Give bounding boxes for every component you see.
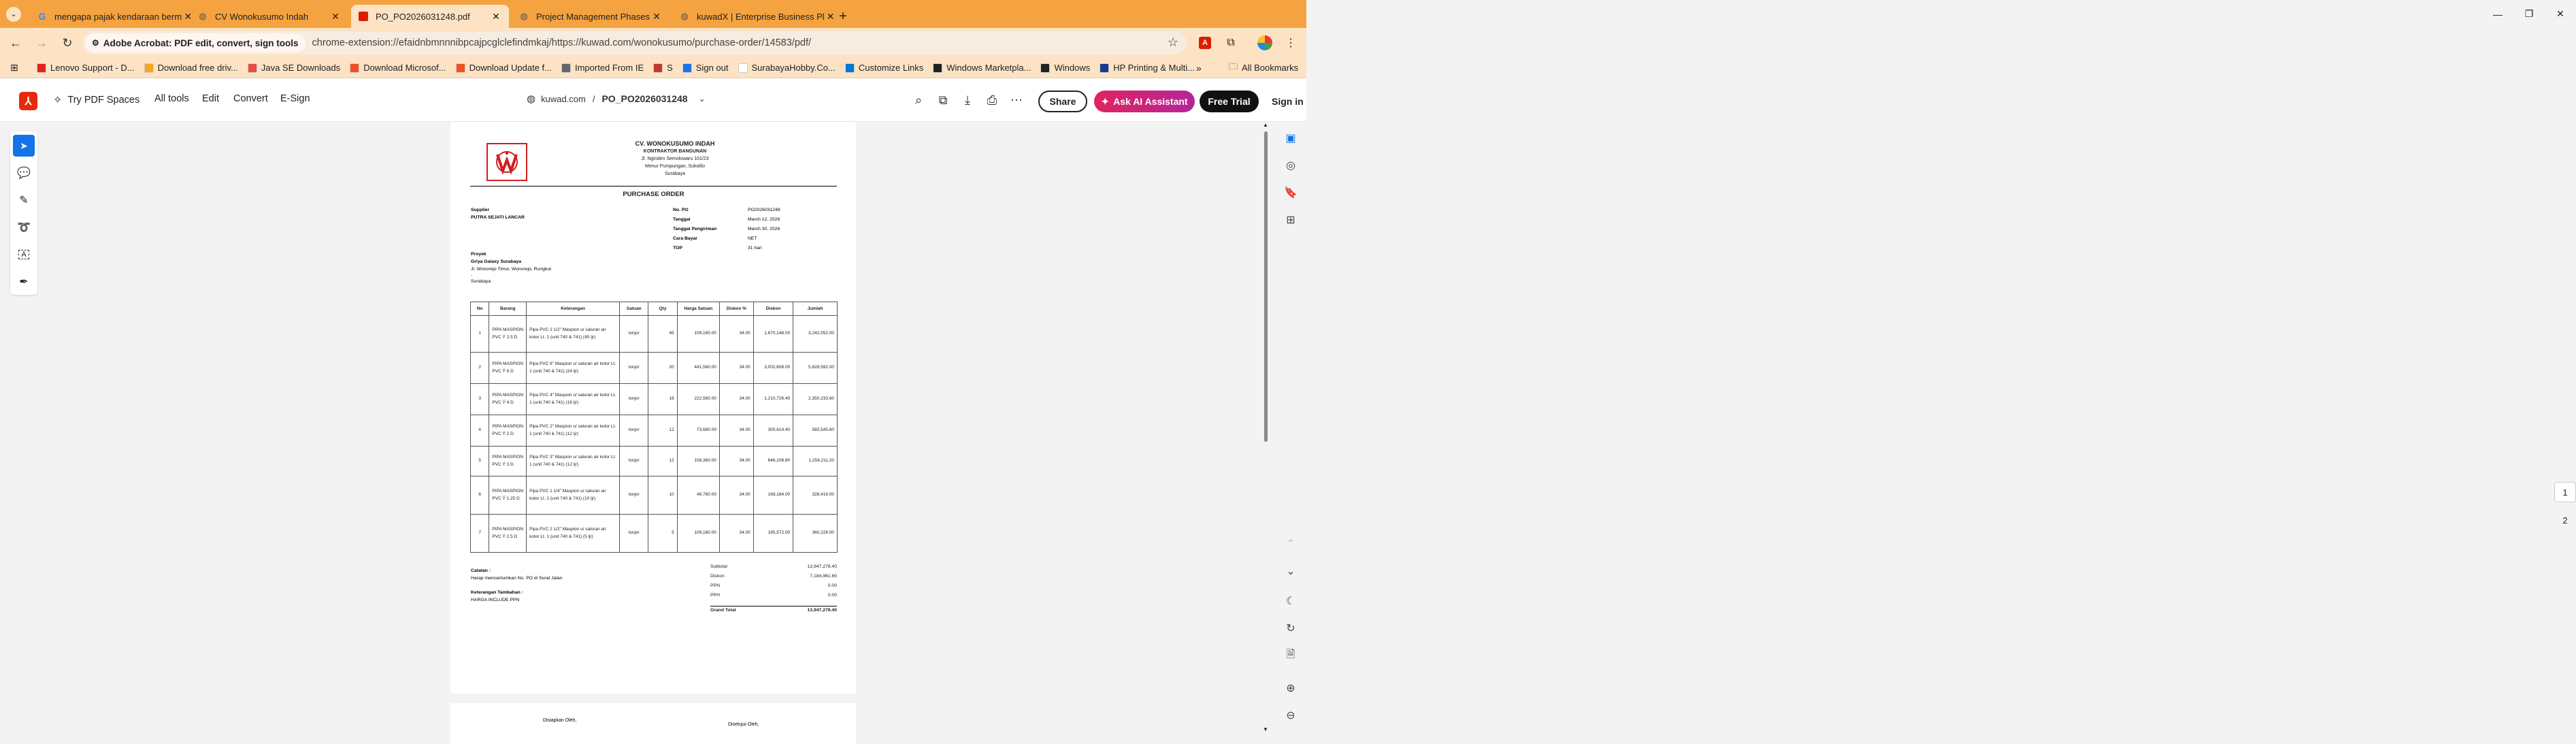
table-cell: 34.00 <box>719 476 753 515</box>
notes-label: Catatan : <box>471 568 491 573</box>
table-cell: 34.00 <box>719 415 753 447</box>
project-block <box>471 250 551 285</box>
table-cell: 222,560.00 <box>677 384 719 415</box>
table-cell: PIPA MASPION PVC Ÿ 2.5 D <box>489 316 527 353</box>
table-cell: 4 <box>471 415 489 447</box>
table-cell: 34.00 <box>719 384 753 415</box>
comments-panel-icon[interactable]: ◎ <box>1286 160 1295 172</box>
table-cell: lonjor <box>620 515 648 553</box>
table-cell: 1 <box>471 316 489 353</box>
bookmark-item[interactable]: Customize Links <box>845 63 923 73</box>
tab-title: Project Management Phases <box>536 11 650 22</box>
table-cell: PIPA MASPION PVC Ÿ 2.5 D <box>489 515 527 553</box>
right-rail <box>1275 122 2568 735</box>
cursor-icon: ➤ <box>20 140 28 151</box>
table-cell: 5,828,592.00 <box>793 353 838 384</box>
lasso-icon: ➰ <box>17 222 31 233</box>
total-label: PPN <box>710 583 720 588</box>
project-label: Proyek <box>471 252 486 257</box>
tab-2[interactable] <box>191 5 348 28</box>
close-tab-icon[interactable]: ✕ <box>826 10 835 22</box>
tab-title: mengapa pajak kendaraan berm <box>54 11 182 22</box>
table-cell: PIPA MASPION PVC Ÿ 6 D <box>489 353 527 384</box>
supplier-block <box>471 206 525 221</box>
breadcrumb-separator: / <box>592 93 595 104</box>
all-bookmarks[interactable]: 🗀 All Bookmarks <box>1229 61 1298 76</box>
url-text[interactable]: chrome-extension://efaidnbmnnnibpcajpcglclefindmkaj/https://kuwad.com/wonokusumo/purchase-order/14583/pdf/ <box>312 37 812 48</box>
table-cell: 328,416.00 <box>793 476 838 515</box>
table-cell: 16 <box>648 384 677 415</box>
table-cell: 109,160.00 <box>677 316 719 353</box>
table-cell: 2,350,233.60 <box>793 384 838 415</box>
table-cell: Pipa PVC 1 1/4" Maspion u/ saluran air kotor Lt. 1 (unit 740 & 741) (10 ljr) <box>527 476 620 515</box>
project-dash: - <box>471 273 473 278</box>
spaces-icon: ✧ <box>53 95 63 106</box>
total-value: 13,947,278.40 <box>807 564 837 569</box>
close-tab-icon[interactable]: ✕ <box>331 10 340 22</box>
bookmark-item[interactable]: Sign out <box>682 63 729 73</box>
folder-icon: 🗀 <box>1229 61 1238 71</box>
total-value: 0.00 <box>827 583 837 588</box>
convert-menu[interactable]: Convert <box>233 93 268 104</box>
bookmarks-bar <box>0 58 1306 78</box>
table-cell: lonjor <box>620 447 648 476</box>
dark-mode-icon[interactable]: ☾ <box>1285 596 1296 607</box>
bookmark-favicon-icon <box>248 63 257 73</box>
grand-total-row <box>710 606 837 613</box>
document-breadcrumb <box>527 93 706 105</box>
po-date-label: Tanggal <box>673 217 691 222</box>
acrobat-icon <box>358 11 369 22</box>
company-address-1: Jl. Nginden Semolowaru 101/23 <box>641 157 709 161</box>
bookmark-favicon-icon <box>653 63 663 73</box>
table-cell: 1,210,726.40 <box>753 384 793 415</box>
po-info-block <box>673 206 795 254</box>
total-row <box>710 564 837 569</box>
company-city: Surabaya <box>665 172 685 176</box>
scroll-down-icon[interactable]: ▼ <box>1263 726 1268 732</box>
po-no-value: PO2026031248 <box>748 208 780 212</box>
restore-button[interactable]: ❐ <box>2524 8 2534 19</box>
table-cell: 1,254,211.20 <box>793 447 838 476</box>
table-cell: 49,760.00 <box>677 476 719 515</box>
share-button[interactable]: Share <box>1038 91 1087 112</box>
table-row <box>471 515 838 553</box>
tab-4[interactable] <box>512 5 670 28</box>
edit-menu[interactable]: Edit <box>202 93 219 104</box>
ask-ai-assistant-button[interactable]: ✦ Ask AI Assistant <box>1094 91 1195 112</box>
tab-title: CV Wonokusumo Indah <box>215 11 309 22</box>
column-header: Diskon <box>753 302 793 316</box>
bookmark-item[interactable]: Imported From IE <box>561 63 644 73</box>
google-icon: G <box>38 11 46 22</box>
bookmark-item[interactable]: SurabayaHobby.Co... <box>738 63 836 73</box>
more-bookmarks-icon[interactable]: » <box>1196 62 1202 74</box>
table-cell: 169,184.00 <box>753 476 793 515</box>
bookmark-favicon-icon <box>561 63 571 73</box>
page-2-indicator[interactable]: 2 <box>2562 515 2568 525</box>
tab-strip <box>0 0 1306 28</box>
table-cell: 360,228.00 <box>793 515 838 553</box>
table-cell: 12 <box>648 415 677 447</box>
table-cell: 12 <box>648 447 677 476</box>
table-cell: 6 <box>471 476 489 515</box>
table-cell: lonjor <box>620 316 648 353</box>
bookmark-favicon-icon <box>144 63 154 73</box>
grand-total-label: Grand Total <box>710 608 736 613</box>
table-cell: 3 <box>471 384 489 415</box>
ai-assistant-icon: ✦ <box>1101 95 1110 107</box>
table-cell: PIPA MASPION PVC Ÿ 3 D <box>489 447 527 476</box>
table-cell: 5 <box>648 515 677 553</box>
bookmark-favicon-icon <box>933 63 942 73</box>
domain-label: kuwad.com <box>541 93 586 104</box>
comment-icon: 💬 <box>17 167 31 179</box>
reload-button[interactable] <box>56 31 79 54</box>
notes-text: Harap mencantumkan No. PO di Surat Jalan <box>471 576 563 581</box>
forward-button[interactable] <box>30 31 53 54</box>
approved-by-label: Disetujui Oleh, <box>728 722 759 727</box>
bookmark-favicon-icon <box>350 63 359 73</box>
table-cell: 3,242,052.00 <box>793 316 838 353</box>
ai-panel-icon[interactable]: ▣ <box>1285 133 1296 144</box>
chevron-down-icon[interactable]: ⌄ <box>1286 566 1295 577</box>
window-controls <box>2482 0 2576 28</box>
total-value: 7,184,961.60 <box>810 574 837 579</box>
table-cell: 158,360.00 <box>677 447 719 476</box>
tab-3[interactable] <box>351 5 509 28</box>
notes-block <box>471 567 563 604</box>
table-cell: 646,108.80 <box>753 447 793 476</box>
table-cell: 34.00 <box>719 515 753 553</box>
bookmark-favicon-icon <box>456 63 465 73</box>
pdf-page-2 <box>450 703 856 744</box>
additional-notes-text: HARGA INCLUDE PPN <box>471 598 520 602</box>
table-cell: Pipa PVC 6" Maspion u/ saluran air kotor Lt. 1 (unit 740 & 741) (24 ljr) <box>527 353 620 384</box>
prepared-by-label: Disiapkan Oleh, <box>543 718 577 723</box>
esign-menu[interactable]: E-Sign <box>280 93 310 104</box>
total-label: PPH <box>710 593 720 598</box>
table-row <box>471 415 838 447</box>
tab-title: kuwadX | Enterprise Business Pl <box>697 11 825 22</box>
table-cell: PIPA MASPION PVC Ÿ 2 D <box>489 415 527 447</box>
po-title: PURCHASE ORDER <box>623 191 684 198</box>
omnibox[interactable] <box>83 31 1187 54</box>
column-header: Barang <box>489 302 527 316</box>
acrobat-extension-icon[interactable]: A <box>1193 28 1217 58</box>
acrobat-logo-icon[interactable]: ⅄ <box>19 92 37 110</box>
free-trial-button[interactable]: Free Trial <box>1200 91 1259 112</box>
table-cell: lonjor <box>620 384 648 415</box>
total-label: Diskon <box>710 574 725 579</box>
pdf-viewer <box>0 122 2568 735</box>
document-info-icon[interactable]: 🗎 <box>1286 648 1295 660</box>
table-cell: 73,680.00 <box>677 415 719 447</box>
column-header: Keterangan <box>527 302 620 316</box>
table-cell: 109,160.00 <box>677 515 719 553</box>
company-address-2: Menur Pumpungan, Sukolilo <box>645 164 705 169</box>
column-header: Satuan <box>620 302 648 316</box>
company-header <box>573 140 777 178</box>
bookmark-item[interactable]: Windows <box>1040 63 1090 73</box>
column-header: Harga Satuan <box>677 302 719 316</box>
bookmark-item[interactable]: S <box>653 63 673 73</box>
minimize-button[interactable]: — <box>2493 8 2503 20</box>
table-cell: 20 <box>648 353 677 384</box>
page-1-indicator[interactable]: 1 <box>2554 482 2576 502</box>
globe-icon: ◍ <box>527 93 536 105</box>
arrow-right-icon: → <box>35 35 48 50</box>
grand-total-value: 13,947,278.40 <box>807 608 837 613</box>
top-value: 31 hari <box>748 246 762 250</box>
table-cell: lonjor <box>620 415 648 447</box>
profile-avatar[interactable] <box>1253 28 1276 58</box>
chevron-up-icon[interactable]: ⌃ <box>1286 538 1295 550</box>
address-bar-row <box>0 28 1306 58</box>
table-cell: Pipa PVC 3" Maspion u/ saluran air kotor Lt. 1 (unit 740 & 741) (12 ljr) <box>527 447 620 476</box>
table-cell: Pipa PVC 4" Maspion u/ saluran air kotor Lt. 1 (unit 740 & 741) (16 ljr) <box>527 384 620 415</box>
items-table <box>470 302 838 553</box>
bookmark-item[interactable]: Download free driv... <box>144 63 238 73</box>
rotate-icon[interactable]: ↻ <box>1286 623 1295 634</box>
pen-icon: ✎ <box>19 195 29 206</box>
back-button[interactable] <box>4 31 27 54</box>
table-cell: 34.00 <box>719 447 753 476</box>
close-tab-icon[interactable]: ✕ <box>653 10 661 22</box>
close-tab-icon[interactable]: ✕ <box>184 10 193 22</box>
globe-icon: ◍ <box>199 11 207 21</box>
table-cell: 3,002,608.00 <box>753 353 793 384</box>
table-row <box>471 447 838 476</box>
project-city: Surabaya <box>471 279 491 284</box>
table-cell: lonjor <box>620 353 648 384</box>
chevron-down-icon: ⌄ <box>6 7 21 22</box>
zoom-out-icon[interactable]: ⊖ <box>1286 710 1295 722</box>
arrow-left-icon: ← <box>10 35 22 50</box>
print-icon[interactable]: ⎙ <box>987 93 997 107</box>
table-header-row <box>471 302 838 316</box>
reload-icon: ↻ <box>62 35 73 50</box>
extensions-icon[interactable]: ⧉ <box>1227 37 1235 48</box>
globe-icon: ◍ <box>680 11 689 21</box>
tab-5[interactable] <box>672 5 835 28</box>
thumbnails-grid-icon[interactable]: ⊞ <box>1286 214 1295 226</box>
table-cell: Pipa PVC 2 1/2" Maspion u/ saluran air kotor Lt. 1 (unit 740 & 741) (45 ljr) <box>527 316 620 353</box>
page-view-icon[interactable]: ⧉ <box>938 93 948 107</box>
table-cell: 34.00 <box>719 316 753 353</box>
total-row <box>710 583 837 588</box>
supplier-name: PUTRA SEJATI LANCAR <box>471 215 525 220</box>
top-label: TOP <box>673 246 682 250</box>
close-window-button[interactable]: ✕ <box>2556 8 2564 19</box>
table-row <box>471 316 838 353</box>
total-value: 0.00 <box>827 593 837 598</box>
bookmark-favicon-icon <box>37 63 46 73</box>
download-icon[interactable]: ⤓ <box>965 93 970 107</box>
table-cell: 2 <box>471 353 489 384</box>
site-info-chip[interactable] <box>85 33 306 52</box>
site-settings-icon: ⚙ <box>92 38 99 48</box>
header-divider <box>470 186 837 187</box>
table-cell: 1,670,148.00 <box>753 316 793 353</box>
project-name: Griya Galaxy Surabaya <box>471 259 522 264</box>
bookmark-item[interactable]: Lenovo Support - D... <box>37 63 135 73</box>
payment-method-value: NET <box>748 236 757 241</box>
pdf-page-1 <box>450 122 856 694</box>
bookmark-favicon-icon <box>738 63 748 73</box>
chevron-down-icon[interactable]: ⌄ <box>698 94 706 103</box>
table-cell: 5 <box>471 447 489 476</box>
total-label: Subtotal <box>710 564 727 569</box>
bookmark-favicon-icon <box>1100 63 1109 73</box>
tab-search-button[interactable] <box>0 0 27 28</box>
table-cell: 185,572.00 <box>753 515 793 553</box>
text-box-icon: A <box>18 250 29 259</box>
globe-icon: ◍ <box>520 11 528 21</box>
company-logo <box>486 143 527 181</box>
column-header: Diskon % <box>719 302 753 316</box>
total-row <box>710 593 837 598</box>
table-cell: 7 <box>471 515 489 553</box>
try-pdf-spaces-button[interactable]: ✧ Try PDF Spaces <box>53 95 140 106</box>
bookmark-favicon-icon <box>682 63 692 73</box>
bookmark-item[interactable]: HP Printing & Multi... <box>1100 63 1195 73</box>
bookmark-item[interactable]: Download Update f... <box>456 63 552 73</box>
table-cell: 10 <box>648 476 677 515</box>
ship-date-label: Tanggal Pengiriman <box>673 227 717 231</box>
search-icon[interactable]: ⌕ <box>914 93 923 107</box>
bookmark-star-icon[interactable]: ☆ <box>1167 35 1178 49</box>
bookmark-favicon-icon <box>845 63 855 73</box>
table-row <box>471 476 838 515</box>
site-info-label: Adobe Acrobat: PDF edit, convert, sign tools <box>103 37 299 48</box>
table-cell: Pipa PVC 2 1/2" Maspion u/ saluran air kotor Lt. 1 (unit 740 & 741) (5 ljr) <box>527 515 620 553</box>
column-header: Qty <box>648 302 677 316</box>
table-cell: lonjor <box>620 476 648 515</box>
scroll-up-icon[interactable]: ▲ <box>1263 122 1268 128</box>
column-header: No <box>471 302 489 316</box>
po-no-label: No. PO <box>673 208 689 212</box>
total-row <box>710 574 837 579</box>
signature-icon: ✒ <box>19 276 29 288</box>
sign-in-link[interactable]: Sign in <box>1272 96 1304 107</box>
project-address: Jl. Wonorejo Timur, Wonorejo, Rungkut <box>471 267 551 272</box>
po-date-value: March 12, 2026 <box>748 217 780 222</box>
all-tools-menu[interactable]: All tools <box>154 93 189 104</box>
supplier-label: Supplier <box>471 208 490 212</box>
kebab-menu-icon[interactable]: ⋮ <box>1285 37 1296 49</box>
additional-notes-label: Keterangan Tambahan : <box>471 590 523 595</box>
table-cell: PIPA MASPION PVC Ÿ 1.25 D <box>489 476 527 515</box>
company-name: CV. WONOKUSUMO INDAH <box>635 140 715 147</box>
table-cell: 34.00 <box>719 353 753 384</box>
acrobat-toolbar <box>0 78 1306 122</box>
table-cell: Pipa PVC 2" Maspion u/ saluran air kotor Lt. 1 (unit 740 & 741) (12 ljr) <box>527 415 620 447</box>
bookmark-item[interactable]: Java SE Downloads <box>248 63 340 73</box>
zoom-in-icon[interactable]: ⊕ <box>1286 683 1295 694</box>
document-title: PO_PO2026031248 <box>601 93 688 104</box>
tab-title: PO_PO2026031248.pdf <box>376 11 470 22</box>
plus-icon: + <box>839 8 847 24</box>
table-cell: 300,614.40 <box>753 415 793 447</box>
bookmark-favicon-icon <box>1040 63 1050 73</box>
ship-date-value: March 30, 2026 <box>748 227 780 231</box>
payment-method-label: Cara Bayar <box>673 236 697 241</box>
apps-grid-icon[interactable]: ⊞ <box>10 62 18 73</box>
column-header: Jumlah <box>793 302 838 316</box>
table-cell: 441,560.00 <box>677 353 719 384</box>
bookmark-item[interactable]: Download Microsof... <box>350 63 446 73</box>
table-cell: PIPA MASPION PVC Ÿ 4 D <box>489 384 527 415</box>
bookmark-panel-icon[interactable]: 🔖 <box>1284 187 1298 199</box>
table-cell: 45 <box>648 316 677 353</box>
bookmark-item[interactable]: Windows Marketpla... <box>933 63 1031 73</box>
company-type: KONTRAKTOR BANGUNAN <box>643 149 707 154</box>
table-cell: 583,545.60 <box>793 415 838 447</box>
scrollbar-thumb[interactable] <box>1264 131 1268 442</box>
tab-1[interactable] <box>30 5 193 28</box>
table-row <box>471 384 838 415</box>
table-row <box>471 353 838 384</box>
more-options-icon[interactable]: ⋯ <box>1010 93 1023 107</box>
close-tab-icon[interactable]: ✕ <box>492 10 500 22</box>
wi-logo-icon <box>489 146 525 178</box>
